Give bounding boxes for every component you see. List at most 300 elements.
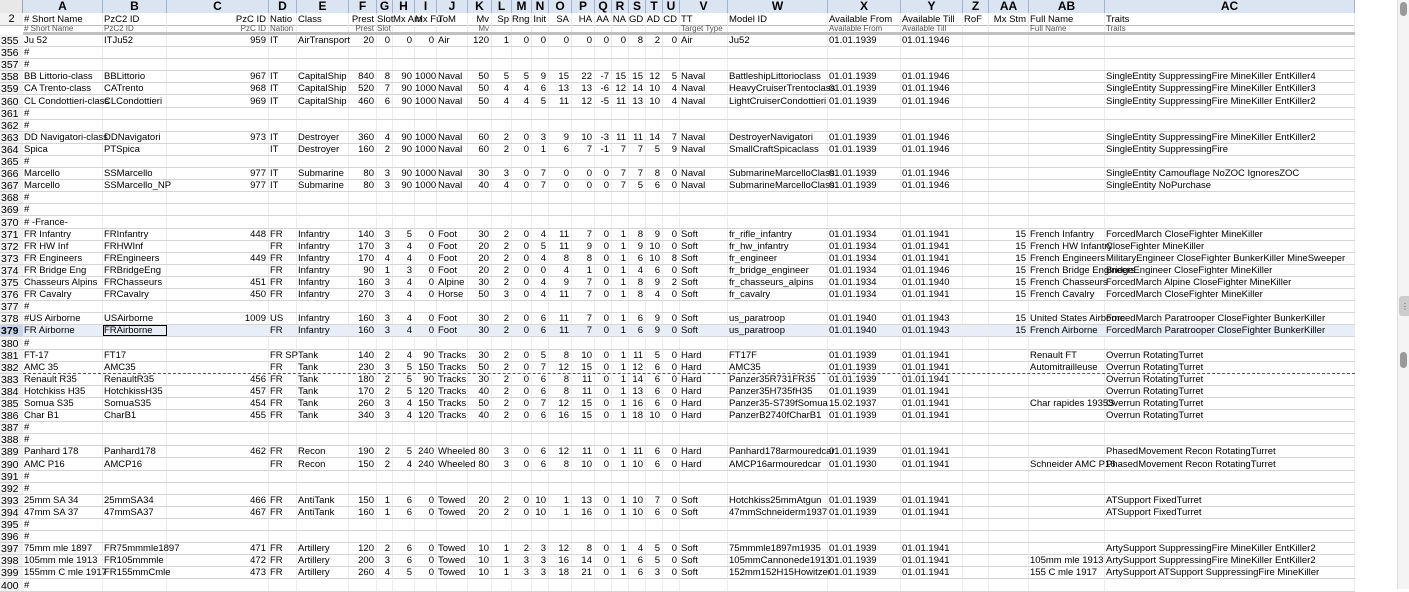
cell-n[interactable]: 4 bbox=[532, 229, 549, 240]
cell-n[interactable]: 6 bbox=[532, 83, 549, 94]
cell-n[interactable]: 7 bbox=[532, 168, 549, 179]
cell-k[interactable]: Mv bbox=[468, 13, 492, 26]
cell-v[interactable]: Soft bbox=[680, 555, 728, 566]
cell-t[interactable]: 6 bbox=[646, 374, 663, 385]
cell-b[interactable]: FRCavalry bbox=[103, 289, 167, 300]
cell-u[interactable]: 2 bbox=[663, 277, 680, 288]
cell-g[interactable] bbox=[377, 422, 393, 433]
cell-z[interactable] bbox=[963, 132, 989, 143]
cell-e[interactable]: Infantry bbox=[297, 229, 349, 240]
cell-j[interactable]: Foot bbox=[437, 265, 468, 276]
cell-g[interactable] bbox=[377, 580, 393, 591]
cell-g[interactable] bbox=[377, 434, 393, 445]
cell-d[interactable]: FR bbox=[269, 277, 297, 288]
cell-s[interactable]: 8 bbox=[629, 289, 646, 300]
cell-t[interactable]: 6 bbox=[646, 265, 663, 276]
cell-a[interactable]: Ju 52 bbox=[23, 35, 103, 46]
cell-a[interactable]: # bbox=[23, 531, 103, 542]
cell-k[interactable] bbox=[468, 580, 492, 591]
column-header-g[interactable]: G bbox=[377, 0, 393, 13]
cell-f[interactable]: 150 bbox=[349, 459, 377, 470]
cell-m[interactable] bbox=[512, 483, 532, 494]
cell-e[interactable] bbox=[297, 301, 349, 312]
cell-i[interactable] bbox=[415, 531, 437, 542]
cell-t[interactable] bbox=[646, 519, 663, 530]
cell-ab[interactable]: French Chasseurs bbox=[1030, 277, 1108, 288]
cell-q[interactable] bbox=[595, 483, 612, 494]
cell-ab[interactable] bbox=[1029, 301, 1105, 312]
cell-o[interactable]: 0 bbox=[549, 180, 572, 191]
cell-n[interactable]: 6 bbox=[532, 313, 549, 324]
cell-l[interactable]: 2 bbox=[492, 362, 512, 373]
cell-s[interactable]: 11 bbox=[629, 446, 646, 457]
cell-ac[interactable]: SingleEntity Camouflage NoZOC IgnoresZOC bbox=[1105, 168, 1355, 179]
cell-d[interactable]: FR bbox=[269, 446, 297, 457]
cell-j[interactable]: Air bbox=[437, 35, 468, 46]
cell-ab[interactable] bbox=[1029, 83, 1105, 94]
cell-h[interactable] bbox=[393, 59, 415, 70]
cell-y[interactable]: 01.01.1946 bbox=[901, 168, 963, 179]
cell-o[interactable]: 12 bbox=[549, 398, 572, 409]
cell-c[interactable]: PzC ID bbox=[167, 13, 269, 26]
row-header[interactable]: 372 bbox=[0, 241, 23, 253]
cell-f[interactable] bbox=[349, 120, 377, 131]
cell-ab[interactable] bbox=[1029, 374, 1105, 385]
cell-j[interactable]: Foot bbox=[437, 253, 468, 264]
cell-j[interactable] bbox=[437, 26, 468, 32]
cell-ab[interactable] bbox=[1029, 507, 1105, 518]
cell-m[interactable] bbox=[512, 120, 532, 131]
cell-a[interactable]: FR Cavalry bbox=[23, 289, 103, 300]
cell-x[interactable]: 01.01.1939 bbox=[828, 567, 901, 578]
cell-e[interactable] bbox=[297, 483, 349, 494]
cell-r[interactable]: 12 bbox=[612, 83, 629, 94]
cell-z[interactable] bbox=[963, 26, 989, 32]
cell-aa[interactable] bbox=[989, 434, 1029, 445]
cell-y[interactable] bbox=[901, 108, 963, 119]
row-header[interactable]: 355 bbox=[0, 35, 23, 47]
cell-i[interactable]: 120 bbox=[415, 386, 437, 397]
cell-d[interactable]: FR bbox=[269, 543, 297, 554]
cell-b[interactable] bbox=[103, 301, 167, 312]
cell-g[interactable]: 3 bbox=[377, 398, 393, 409]
cell-t[interactable]: 10 bbox=[646, 96, 663, 107]
cell-r[interactable]: 1 bbox=[612, 446, 629, 457]
row-header[interactable]: 374 bbox=[0, 265, 23, 277]
cell-w[interactable]: Hotchkiss25mmAtgun bbox=[728, 495, 828, 506]
cell-k[interactable]: 30 bbox=[468, 168, 492, 179]
cell-j[interactable] bbox=[437, 580, 468, 591]
cell-j[interactable]: Naval bbox=[437, 132, 468, 143]
cell-o[interactable]: 1 bbox=[549, 507, 572, 518]
cell-v[interactable]: Soft bbox=[680, 567, 728, 578]
cell-w[interactable]: us_paratroop bbox=[728, 313, 828, 324]
cell-g[interactable] bbox=[377, 301, 393, 312]
cell-i[interactable] bbox=[415, 108, 437, 119]
cell-a[interactable]: Marcello bbox=[23, 180, 103, 191]
cell-ab[interactable] bbox=[1029, 410, 1105, 421]
cell-w[interactable] bbox=[728, 434, 828, 445]
cell-d[interactable]: FR bbox=[269, 386, 297, 397]
cell-ac[interactable]: ATSupport FixedTurret bbox=[1105, 495, 1355, 506]
cell-x[interactable] bbox=[828, 59, 901, 70]
cell-ab[interactable] bbox=[1029, 531, 1105, 542]
cell-l[interactable] bbox=[492, 580, 512, 591]
cell-g[interactable] bbox=[377, 120, 393, 131]
cell-r[interactable] bbox=[612, 59, 629, 70]
cell-e[interactable] bbox=[297, 338, 349, 349]
cell-g[interactable] bbox=[377, 483, 393, 494]
cell-r[interactable]: 0 bbox=[612, 35, 629, 46]
cell-t[interactable]: 6 bbox=[646, 446, 663, 457]
cell-d[interactable]: FR bbox=[269, 410, 297, 421]
cell-k[interactable]: 120 bbox=[468, 35, 492, 46]
column-header-f[interactable]: F bbox=[349, 0, 377, 13]
cell-ac[interactable]: PhasedMovement Recon RotatingTurret bbox=[1105, 459, 1355, 470]
cell-d[interactable]: FR bbox=[269, 507, 297, 518]
cell-j[interactable] bbox=[437, 338, 468, 349]
cell-e[interactable] bbox=[297, 422, 349, 433]
cell-a[interactable]: # bbox=[23, 204, 103, 215]
cell-ab[interactable] bbox=[1029, 132, 1105, 143]
cell-f[interactable]: 260 bbox=[349, 398, 377, 409]
cell-u[interactable]: 0 bbox=[663, 289, 680, 300]
vertical-scrollbar[interactable] bbox=[1397, 0, 1409, 589]
cell-e[interactable]: Infantry bbox=[297, 289, 349, 300]
cell-f[interactable]: 260 bbox=[349, 567, 377, 578]
cell-f[interactable] bbox=[349, 217, 377, 228]
cell-i[interactable] bbox=[415, 26, 437, 32]
cell-s[interactable] bbox=[629, 108, 646, 119]
column-header-m[interactable]: M bbox=[512, 0, 532, 13]
cell-u[interactable]: 0 bbox=[663, 374, 680, 385]
cell-j[interactable]: Foot bbox=[437, 229, 468, 240]
cell-c[interactable] bbox=[167, 241, 269, 252]
cell-aa[interactable] bbox=[989, 410, 1029, 421]
cell-ab[interactable]: French Cavalry bbox=[1029, 289, 1105, 300]
cell-v[interactable]: Hard bbox=[680, 398, 728, 409]
cell-e[interactable]: Infantry bbox=[297, 277, 349, 288]
cell-y[interactable] bbox=[901, 434, 963, 445]
cell-j[interactable]: Naval bbox=[437, 180, 468, 191]
cell-t[interactable] bbox=[646, 301, 663, 312]
row-header[interactable]: 371 bbox=[0, 229, 23, 241]
cell-w[interactable]: 152mm152H15Howitzer bbox=[729, 567, 831, 578]
cell-t[interactable]: 6 bbox=[646, 362, 663, 373]
cell-q[interactable]: 0 bbox=[595, 410, 612, 421]
cell-r[interactable] bbox=[612, 301, 629, 312]
cell-k[interactable]: 20 bbox=[468, 241, 492, 252]
cell-f[interactable] bbox=[349, 531, 377, 542]
cell-o[interactable] bbox=[549, 120, 572, 131]
cell-k[interactable]: 50 bbox=[468, 96, 492, 107]
cell-ab[interactable] bbox=[1029, 96, 1105, 107]
column-header-o[interactable]: O bbox=[549, 0, 572, 13]
cell-r[interactable] bbox=[612, 120, 629, 131]
cell-x[interactable] bbox=[828, 422, 901, 433]
cell-k[interactable]: 10 bbox=[468, 555, 492, 566]
cell-m[interactable]: 0 bbox=[512, 410, 532, 421]
row-header[interactable]: 364 bbox=[0, 144, 23, 156]
cell-k[interactable] bbox=[468, 204, 492, 215]
cell-p[interactable]: HA bbox=[572, 13, 595, 26]
cell-l[interactable]: 4 bbox=[492, 83, 512, 94]
cell-n[interactable] bbox=[532, 301, 549, 312]
cell-k[interactable]: 20 bbox=[468, 253, 492, 264]
cell-u[interactable]: 0 bbox=[663, 543, 680, 554]
cell-j[interactable] bbox=[437, 519, 468, 530]
row-header[interactable]: 363 bbox=[0, 132, 23, 144]
cell-f[interactable]: 90 bbox=[349, 265, 377, 276]
cell-u[interactable] bbox=[663, 483, 680, 494]
cell-k[interactable] bbox=[468, 156, 492, 167]
row-header[interactable]: 357 bbox=[0, 59, 23, 71]
cell-l[interactable]: 3 bbox=[492, 446, 512, 457]
cell-e[interactable]: CapitalShip bbox=[297, 71, 349, 82]
cell-z[interactable] bbox=[963, 192, 989, 203]
cell-m[interactable]: 0 bbox=[512, 229, 532, 240]
cell-z[interactable] bbox=[963, 47, 989, 58]
cell-d[interactable]: FR SP bbox=[270, 350, 298, 361]
cell-x[interactable]: Available From bbox=[828, 26, 901, 32]
cell-e[interactable]: Infantry bbox=[297, 313, 349, 324]
cell-o[interactable]: 11 bbox=[549, 289, 572, 300]
cell-p[interactable]: 12 bbox=[572, 96, 595, 107]
cell-u[interactable] bbox=[663, 434, 680, 445]
column-header-j[interactable]: J bbox=[437, 0, 468, 13]
cell-g[interactable]: 1 bbox=[377, 507, 393, 518]
cell-j[interactable]: Foot bbox=[437, 241, 468, 252]
cell-l[interactable] bbox=[492, 338, 512, 349]
cell-ac[interactable]: Overrun RotatingTurret bbox=[1105, 374, 1355, 385]
cell-c[interactable]: 450 bbox=[167, 289, 269, 300]
cell-j[interactable]: Towed bbox=[437, 555, 468, 566]
cell-t[interactable]: 9 bbox=[646, 277, 663, 288]
cell-v[interactable] bbox=[680, 434, 728, 445]
cell-l[interactable]: 1 bbox=[492, 543, 512, 554]
cell-m[interactable] bbox=[512, 434, 532, 445]
cell-w[interactable]: FT17F bbox=[728, 350, 828, 361]
cell-t[interactable] bbox=[646, 217, 663, 228]
cell-i[interactable] bbox=[415, 471, 437, 482]
cell-g[interactable]: 4 bbox=[377, 132, 393, 143]
cell-n[interactable] bbox=[532, 108, 549, 119]
cell-s[interactable] bbox=[629, 471, 646, 482]
cell-l[interactable] bbox=[492, 217, 512, 228]
row-header[interactable]: 356 bbox=[0, 47, 23, 59]
cell-a[interactable]: 155mm C mle 1917 bbox=[24, 567, 107, 578]
cell-c[interactable]: 467 bbox=[167, 507, 269, 518]
cell-m[interactable]: 0 bbox=[512, 168, 532, 179]
cell-r[interactable]: 1 bbox=[612, 495, 629, 506]
cell-ac[interactable] bbox=[1105, 531, 1355, 542]
cell-i[interactable]: 1000 bbox=[415, 96, 437, 107]
cell-l[interactable]: 2 bbox=[492, 325, 512, 336]
cell-h[interactable]: 90 bbox=[393, 168, 415, 179]
cell-x[interactable]: 15.02.1937 bbox=[828, 398, 901, 409]
cell-k[interactable] bbox=[468, 217, 492, 228]
cell-h[interactable] bbox=[393, 156, 415, 167]
cell-s[interactable]: 14 bbox=[629, 374, 646, 385]
cell-b[interactable] bbox=[103, 217, 167, 228]
cell-c[interactable]: 471 bbox=[167, 543, 269, 554]
cell-r[interactable] bbox=[612, 471, 629, 482]
cell-d[interactable] bbox=[269, 192, 297, 203]
cell-s[interactable] bbox=[629, 26, 646, 32]
cell-y[interactable]: 01.01.1943 bbox=[901, 313, 963, 324]
cell-a[interactable]: # Short Name bbox=[23, 13, 103, 26]
cell-ac[interactable]: ATSupport FixedTurret bbox=[1105, 507, 1355, 518]
cell-n[interactable]: 3 bbox=[532, 132, 549, 143]
cell-d[interactable]: Natio bbox=[269, 13, 297, 26]
cell-z[interactable] bbox=[963, 156, 989, 167]
cell-m[interactable] bbox=[512, 471, 532, 482]
cell-z[interactable] bbox=[963, 325, 989, 336]
cell-h[interactable]: 5 bbox=[393, 362, 415, 373]
cell-h[interactable]: 4 bbox=[393, 253, 415, 264]
cell-d[interactable] bbox=[269, 471, 297, 482]
cell-l[interactable]: 2 bbox=[492, 495, 512, 506]
cell-k[interactable] bbox=[468, 120, 492, 131]
cell-b[interactable]: AMC35 bbox=[103, 362, 167, 373]
cell-h[interactable]: 5 bbox=[393, 386, 415, 397]
cell-c[interactable]: 462 bbox=[167, 446, 269, 457]
cell-t[interactable] bbox=[646, 434, 663, 445]
cell-l[interactable]: 2 bbox=[492, 410, 512, 421]
cell-g[interactable]: Slot bbox=[377, 14, 394, 25]
cell-h[interactable] bbox=[393, 47, 415, 58]
cell-aa[interactable] bbox=[989, 204, 1029, 215]
cell-c[interactable]: 466 bbox=[167, 495, 269, 506]
cell-a[interactable]: # bbox=[23, 338, 103, 349]
cell-i[interactable]: 0 bbox=[415, 229, 437, 240]
cell-aa[interactable]: 15 bbox=[989, 289, 1029, 300]
cell-r[interactable]: 1 bbox=[612, 277, 629, 288]
cell-z[interactable] bbox=[963, 204, 989, 215]
cell-z[interactable] bbox=[963, 446, 989, 457]
cell-r[interactable]: 1 bbox=[612, 289, 629, 300]
cell-ab[interactable]: Schneider AMC P16 bbox=[1030, 459, 1116, 470]
cell-c[interactable] bbox=[167, 338, 269, 349]
cell-b[interactable] bbox=[103, 108, 167, 119]
cell-aa[interactable] bbox=[989, 144, 1029, 155]
cell-t[interactable]: AD bbox=[646, 13, 663, 26]
column-header-d[interactable]: D bbox=[269, 0, 297, 13]
cell-i[interactable]: 1000 bbox=[415, 71, 437, 82]
cell-aa[interactable] bbox=[989, 156, 1029, 167]
cell-b[interactable]: HotchkissH35 bbox=[103, 386, 167, 397]
row-header[interactable]: 392 bbox=[0, 483, 23, 495]
cell-x[interactable]: 01.01.1940 bbox=[828, 313, 901, 324]
cell-aa[interactable]: 15 bbox=[989, 229, 1029, 240]
cell-l[interactable] bbox=[492, 471, 512, 482]
cell-w[interactable]: fr_hw_infantry bbox=[728, 241, 828, 252]
cell-r[interactable]: NA bbox=[612, 13, 629, 26]
cell-s[interactable]: 6 bbox=[629, 313, 646, 324]
cell-o[interactable]: 0 bbox=[549, 168, 572, 179]
cell-e[interactable]: Infantry bbox=[297, 265, 349, 276]
cell-ab[interactable] bbox=[1029, 495, 1105, 506]
cell-e[interactable] bbox=[297, 580, 349, 591]
cell-y[interactable] bbox=[901, 59, 963, 70]
cell-x[interactable] bbox=[828, 120, 901, 131]
cell-n[interactable]: 6 bbox=[532, 410, 549, 421]
cell-r[interactable]: 15 bbox=[612, 71, 629, 82]
cell-o[interactable] bbox=[549, 422, 572, 433]
cell-f[interactable]: 520 bbox=[349, 83, 377, 94]
cell-z[interactable] bbox=[963, 398, 989, 409]
cell-v[interactable]: TT bbox=[680, 13, 728, 26]
cell-y[interactable]: 01.01.1946 bbox=[901, 96, 963, 107]
cell-z[interactable] bbox=[963, 422, 989, 433]
cell-v[interactable] bbox=[680, 204, 728, 215]
cell-aa[interactable] bbox=[989, 301, 1029, 312]
cell-c[interactable]: 451 bbox=[167, 277, 269, 288]
cell-i[interactable]: 0 bbox=[415, 35, 437, 46]
cell-d[interactable] bbox=[269, 338, 297, 349]
cell-e[interactable] bbox=[297, 519, 349, 530]
cell-g[interactable]: 1 bbox=[377, 495, 393, 506]
cell-u[interactable]: 0 bbox=[663, 459, 680, 470]
cell-o[interactable] bbox=[549, 519, 572, 530]
cell-p[interactable]: 22 bbox=[572, 71, 595, 82]
cell-n[interactable]: 6 bbox=[532, 374, 549, 385]
row-header[interactable]: 367 bbox=[0, 180, 23, 192]
cell-x[interactable] bbox=[828, 519, 901, 530]
cell-c[interactable] bbox=[167, 192, 269, 203]
cell-e[interactable] bbox=[297, 59, 349, 70]
cell-a[interactable]: Panhard 178 bbox=[23, 446, 103, 457]
cell-n[interactable]: 4 bbox=[532, 253, 549, 264]
cell-q[interactable]: 0 bbox=[595, 35, 612, 46]
cell-r[interactable] bbox=[612, 108, 629, 119]
cell-l[interactable]: 4 bbox=[492, 96, 512, 107]
cell-ab[interactable] bbox=[1029, 543, 1105, 554]
cell-p[interactable]: 7 bbox=[572, 229, 595, 240]
cell-a[interactable]: # Short Name bbox=[23, 26, 103, 32]
cell-w[interactable]: 105mmCannonede1913 bbox=[729, 555, 831, 566]
column-header-i[interactable]: I bbox=[415, 0, 437, 13]
cell-s[interactable]: 8 bbox=[629, 229, 646, 240]
cell-t[interactable] bbox=[646, 47, 663, 58]
cell-f[interactable]: 140 bbox=[349, 229, 377, 240]
cell-a[interactable]: # -France- bbox=[23, 217, 103, 228]
cell-m[interactable]: 0 bbox=[512, 459, 532, 470]
cell-v[interactable]: Target Type bbox=[680, 26, 728, 32]
cell-v[interactable]: Hard bbox=[680, 350, 728, 361]
cell-c[interactable] bbox=[167, 144, 269, 155]
cell-c[interactable]: PzC ID bbox=[167, 26, 269, 32]
cell-r[interactable] bbox=[612, 217, 629, 228]
cell-aa[interactable] bbox=[989, 543, 1029, 554]
cell-m[interactable]: 3 bbox=[512, 555, 532, 566]
cell-t[interactable]: 2 bbox=[646, 35, 663, 46]
cell-a[interactable]: Chasseurs Alpins bbox=[23, 277, 103, 288]
cell-p[interactable]: 7 bbox=[572, 289, 595, 300]
cell-q[interactable]: 0 bbox=[595, 362, 612, 373]
cell-g[interactable] bbox=[377, 519, 393, 530]
cell-v[interactable]: Hard bbox=[680, 374, 728, 385]
cell-a[interactable]: Spica bbox=[23, 144, 103, 155]
cell-r[interactable] bbox=[612, 192, 629, 203]
cell-h[interactable]: 6 bbox=[393, 555, 415, 566]
cell-d[interactable] bbox=[269, 531, 297, 542]
cell-i[interactable] bbox=[415, 217, 437, 228]
cell-q[interactable]: 0 bbox=[595, 229, 612, 240]
cell-z[interactable] bbox=[963, 350, 989, 361]
cell-n[interactable]: 3 bbox=[532, 567, 549, 578]
row-header[interactable]: 375 bbox=[0, 277, 23, 289]
